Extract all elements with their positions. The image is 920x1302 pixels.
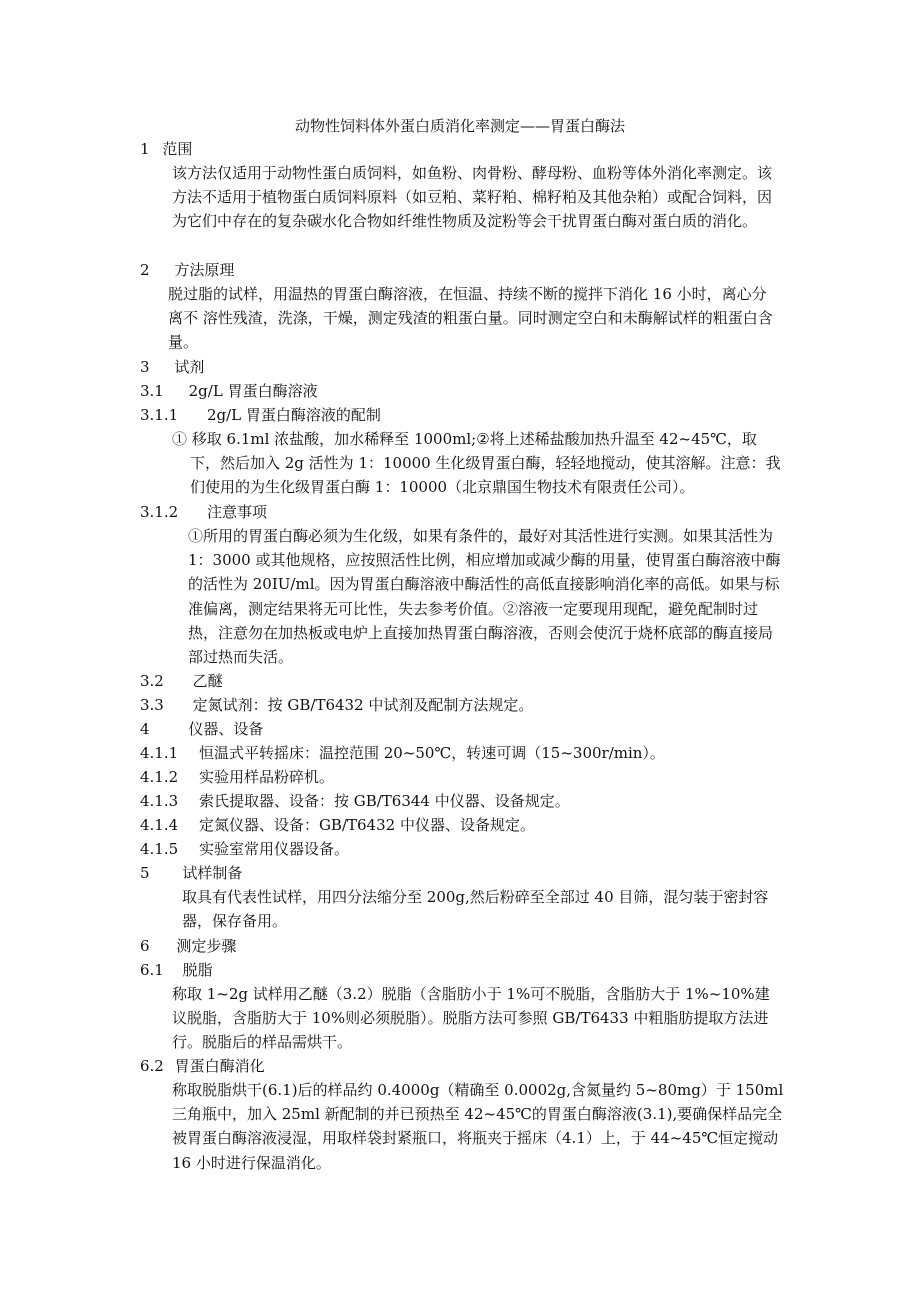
section-number: 6.1: [140, 961, 164, 979]
section-4-1-5: [140, 837, 349, 861]
section-3-1-1-heading: [140, 403, 381, 427]
section-3-1-heading: [140, 379, 318, 403]
section-title: 索氏提取器、设备：按 GB/T6344 中仪器、设备规定。: [198, 792, 570, 810]
section-title: 方法原理: [174, 261, 235, 279]
document-title: 动物性饲料体外蛋白质消化率测定——胃蛋白酶法: [294, 117, 625, 135]
section-number: 4: [140, 720, 150, 738]
section-5-body: 取具有代表性试样，用四分法缩分至 200g,然后粉碎至全部过 40 目筛，混匀装于密封容器，保存备用。: [182, 888, 769, 931]
section-number: 6: [140, 937, 150, 955]
section-title: 定氮试剂：按 GB/T6432 中试剂及配制方法规定。: [192, 696, 534, 714]
section-3-2-heading: [140, 669, 223, 693]
section-number: 3.1.1: [140, 406, 179, 424]
section-title: 试样制备: [182, 864, 243, 882]
section-number: 4.1.5: [140, 840, 179, 858]
section-title: 范围: [162, 140, 193, 158]
section-4-1-4: [140, 813, 535, 837]
section-3-1-2-body: ①所用的胃蛋白酶必须为生化级，如果有条件的，最好对其活性进行实测。如果其活性为 1：3000 或其他规格，应按照活性比例，相应增加或减少酶的用量，使胃蛋白酶溶液中酶的活性为 20IU/ml。因为胃蛋白酶溶液中酶活性的高低直接影响消化率的高低。如果与标准偏离，测定结果将无可比性，失去参考价值。②溶液一定要现用现配，避免配制时过热，注意勿在加热板或电炉上直接加热胃蛋白酶溶液，否则会使沉于烧杯底部的酶直接局部过热而失活。: [188, 527, 781, 667]
section-6-2-body: 称取脱脂烘干(6.1)后的样品约 0.4000g（精确至 0.0002g,含氮量约 5~80mg）于 150ml 三角瓶中，加入 25ml 新配制的并已预热至 42~45℃的胃蛋白酶溶液(3.1),要确保样品完全被胃蛋白酶溶液浸湿，用取样袋封紧瓶口，将瓶夹于摇床（4.1）上，于 44~45℃恒定搅动 16 小时进行保温消化。: [172, 1081, 784, 1172]
section-1-heading: [140, 137, 192, 161]
section-number: 2: [140, 261, 150, 279]
section-2-heading: [140, 258, 234, 282]
section-6-1-body: 称取 1~2g 试样用乙醚（3.2）脱脂（含脂肪小于 1%可不脱脂，含脂肪大于 1%~10%建议脱脂，含脂肪大于 10%则必须脱脂）。脱脂方法可参照 GB/T6433 中粗脂肪提取方法进行。脱脂后的样品需烘干。: [172, 985, 770, 1052]
section-title: 仪器、设备: [188, 720, 264, 738]
section-1-body: 该方法仅适用于动物性蛋白质饲料，如鱼粉、肉骨粉、酵母粉、血粉等体外消化率测定。该方法不适用于植物蛋白质饲料原料（如豆粕、菜籽粕、棉籽粕及其他杂粕）或配合饲料，因为它们中存在的复杂碳水化合物如纤维性物质及淀粉等会干扰胃蛋白酶对蛋白质的消化。: [172, 164, 773, 231]
section-3-heading: [140, 355, 204, 379]
section-3-3-heading: [140, 693, 533, 717]
section-4-1-2: [140, 765, 334, 789]
section-title: 注意事项: [206, 503, 267, 521]
section-number: 4.1.3: [140, 792, 179, 810]
section-title: 试剂: [174, 358, 205, 376]
section-title: 乙醚: [192, 672, 223, 690]
section-title: 实验室常用仪器设备。: [198, 840, 349, 858]
section-number: 3.3: [140, 696, 164, 714]
section-number: 3: [140, 358, 150, 376]
section-number: 3.1: [140, 382, 164, 400]
section-title: 实验用样品粉碎机。: [198, 768, 334, 786]
section-3-1-2-heading: [140, 500, 267, 524]
section-number: 4.1.4: [140, 816, 179, 834]
section-4-1-3: [140, 789, 570, 813]
section-title: 脱脂: [182, 961, 213, 979]
section-number: 6.2: [140, 1057, 164, 1075]
section-2-body: 脱过脂的试样，用温热的胃蛋白酶溶液，在恒温、持续不断的搅拌下消化 16 小时，离心分离不 溶性残渣，洗涤，干燥，测定残渣的粗蛋白量。同时测定空白和未酶解试样的粗蛋白含量。: [168, 285, 773, 352]
section-5-heading: [140, 861, 242, 885]
section-title: 2g/L 胃蛋白酶溶液的配制: [206, 406, 381, 424]
section-number: 4.1.1: [140, 744, 179, 762]
section-title: 定氮仪器、设备：GB/T6432 中仪器、设备规定。: [198, 816, 535, 834]
section-title: 2g/L 胃蛋白酶溶液: [188, 382, 318, 400]
section-number: 5: [140, 864, 150, 882]
section-number: 4.1.2: [140, 768, 179, 786]
section-6-1-heading: [140, 958, 213, 982]
section-6-heading: [140, 934, 236, 958]
section-number: 3.1.2: [140, 503, 179, 521]
section-title: 测定步骤: [176, 937, 237, 955]
section-3-1-1-body: [172, 427, 784, 500]
section-4-heading: [140, 717, 263, 741]
section-number: 3.2: [140, 672, 164, 690]
section-4-1-1: [140, 741, 665, 765]
section-3-1-1-text: ① 移取 6.1ml 浓盐酸，加水稀释至 1000ml;②将上述稀盐酸加热升温至 42~45℃，取下，然后加入 2g 活性为 1：10000 生化级胃蛋白酶，轻轻地搅动，使其溶解。注意：我们使用的为生化级胃蛋白酶 1：10000（北京鼎国生物技术有限责任公司）。: [172, 430, 781, 497]
section-number: 1: [140, 140, 150, 158]
section-title: 恒温式平转摇床：温控范围 20~50℃，转速可调（15~300r/min）。: [198, 744, 665, 762]
section-6-2-heading: [140, 1054, 265, 1078]
section-title: 胃蛋白酶消化: [174, 1057, 265, 1075]
